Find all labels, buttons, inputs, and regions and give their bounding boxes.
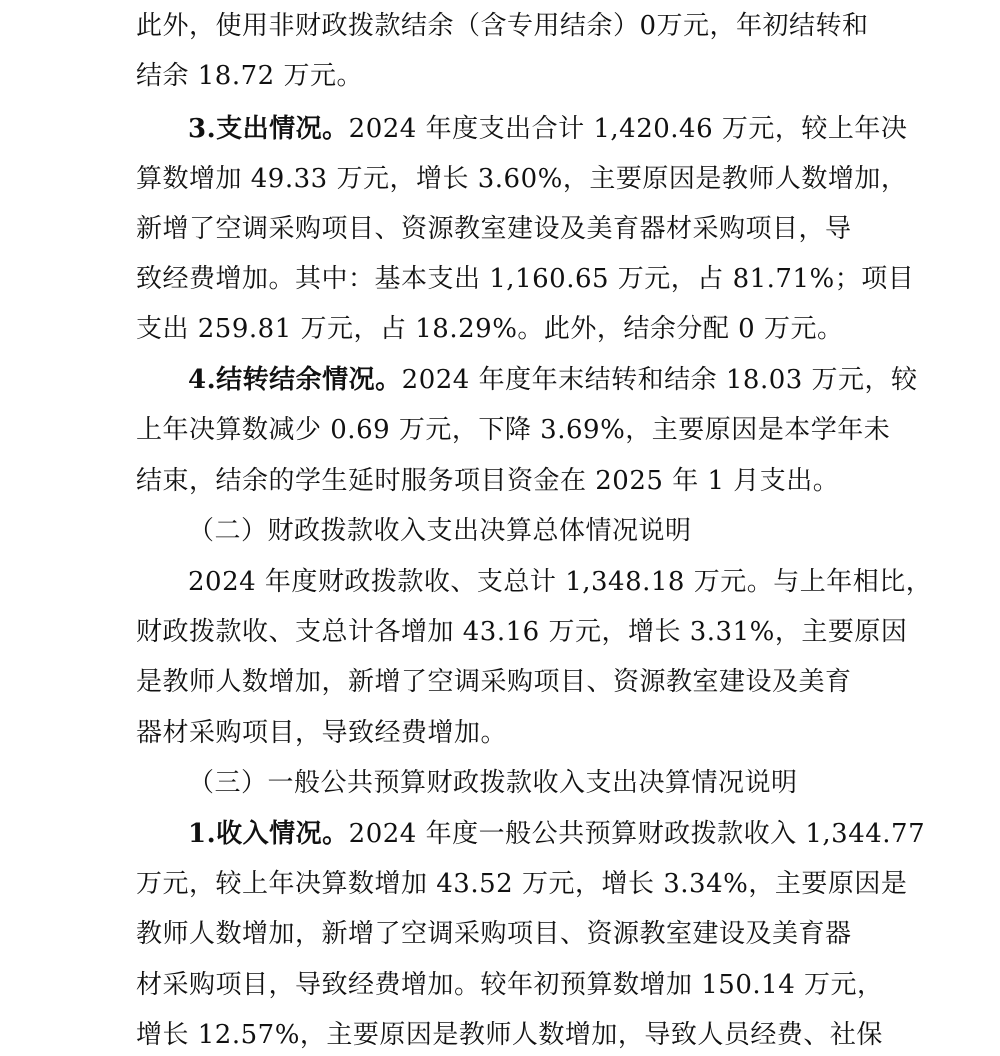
body-text-line: 上年决算数减少 0.69 万元，下降 3.69%，主要原因是本学年未 — [136, 415, 891, 445]
body-text-line: 材采购项目，导致经费增加。较年初预算数增加 150.14 万元， — [136, 970, 884, 1000]
section-item-1-heading: 1.收入情况。 — [188, 819, 349, 849]
section-item-3-text: 2024 年度支出合计 1,420.46 万元，较上年决 — [348, 114, 908, 144]
section-item-1 — [188, 814, 925, 854]
subsection-heading-2: （二）财政拨款收入支出决算总体情况说明 — [188, 516, 692, 546]
section-item-3-heading: 3.支出情况。 — [188, 114, 349, 144]
body-text-line: 算数增加 49.33 万元，增长 3.60%，主要原因是教师人数增加， — [136, 164, 908, 194]
body-text-line: 财政拨款收、支总计各增加 43.16 万元，增长 3.31%，主要原因 — [136, 617, 908, 647]
body-text-line: 新增了空调采购项目、资源教室建设及美育器材采购项目，导 — [136, 214, 852, 244]
body-text-line: 万元，较上年决算数增加 43.52 万元，增长 3.34%，主要原因是 — [136, 869, 908, 899]
section-item-4-text: 2024 年度年末结转和结余 18.03 万元，较 — [401, 365, 918, 395]
section-item-4 — [188, 360, 918, 400]
body-text-line: 致经费增加。其中：基本支出 1,160.65 万元，占 81.71%；项目 — [136, 264, 915, 294]
section-item-3 — [188, 109, 907, 149]
body-text-line: 2024 年度财政拨款收、支总计 1,348.18 万元。与上年相比， — [188, 567, 933, 597]
body-text-line: 支出 259.81 万元，占 18.29%。此外，结余分配 0 万元。 — [136, 314, 844, 344]
subsection-heading-3: （三）一般公共预算财政拨款收入支出决算情况说明 — [188, 768, 798, 798]
body-text-line: 增长 12.57%，主要原因是教师人数增加，导致人员经费、社保 — [136, 1020, 883, 1050]
body-text-line: 此外，使用非财政拨款结余（含专用结余）0万元，年初结转和 — [136, 11, 869, 41]
section-item-4-heading: 4.结转结余情况。 — [188, 365, 402, 395]
body-text-line: 教师人数增加，新增了空调采购项目、资源教室建设及美育器 — [136, 919, 852, 949]
body-text-line: 结余 18.72 万元。 — [136, 61, 363, 91]
body-text-line: 是教师人数增加，新增了空调采购项目、资源教室建设及美育 — [136, 667, 852, 697]
body-text-line: 结束，结余的学生延时服务项目资金在 2025 年 1 月支出。 — [136, 466, 840, 496]
body-text-line: 器材采购项目，导致经费增加。 — [136, 718, 508, 748]
section-item-1-text: 2024 年度一般公共预算财政拨款收入 1,344.77 — [348, 819, 926, 849]
